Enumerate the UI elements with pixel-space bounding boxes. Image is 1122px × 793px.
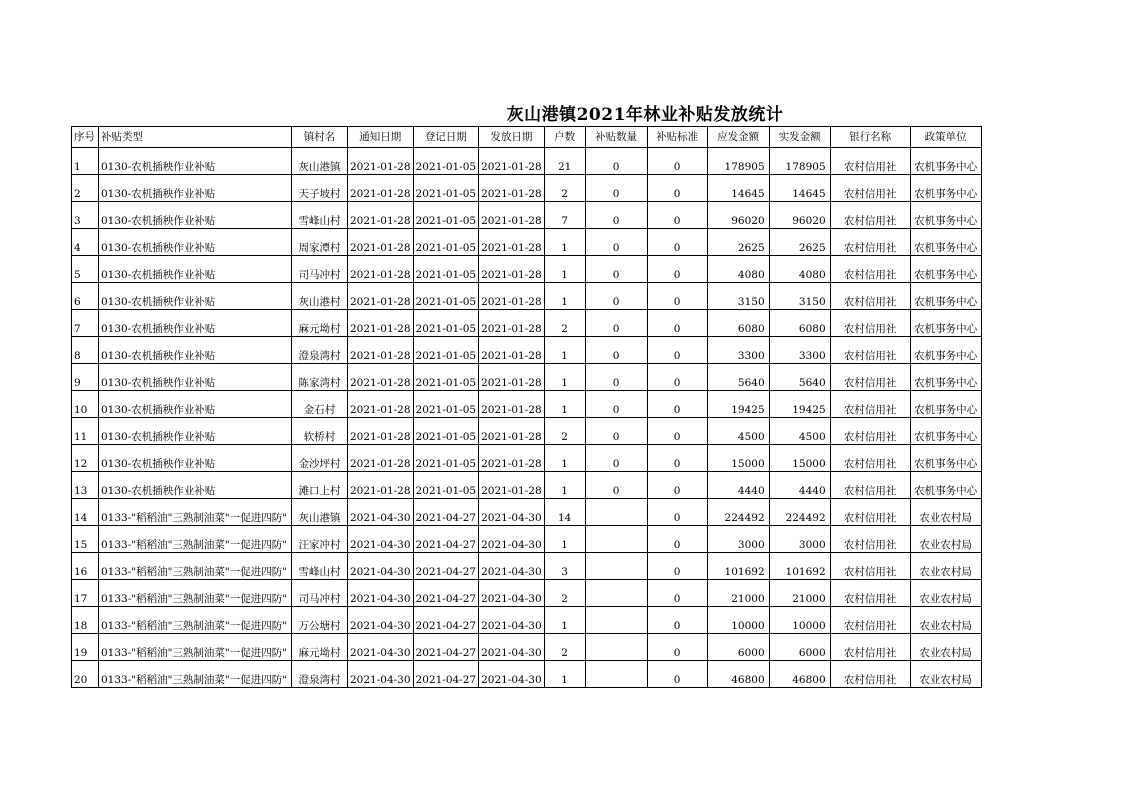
amount-due-cell: 15000 xyxy=(707,445,769,472)
issue-date-cell: 2021-04-30 xyxy=(479,580,545,607)
households-cell: 1 xyxy=(544,445,585,472)
quantity-cell: 0 xyxy=(585,229,647,256)
quantity-cell xyxy=(585,499,647,526)
standard-cell: 0 xyxy=(647,499,707,526)
register-date-cell: 2021-01-05 xyxy=(413,175,479,202)
notice-date-cell: 2021-01-28 xyxy=(348,418,414,445)
standard-cell: 0 xyxy=(647,391,707,418)
issue-date-cell: 2021-01-28 xyxy=(479,229,545,256)
subsidy-type-cell: 0130-农机插秧作业补贴 xyxy=(99,391,292,418)
subsidy-type-cell: 0133-"稻稻油"三熟制油菜"一促进四防" xyxy=(99,526,292,553)
policy-unit-cell: 农机事务中心 xyxy=(910,337,981,364)
column-header-policy-unit: 政策单位 xyxy=(910,127,981,148)
policy-unit-cell: 农业农村局 xyxy=(910,634,981,661)
subsidy-type-cell: 0133-"稻稻油"三熟制油菜"一促进四防" xyxy=(99,580,292,607)
amount-paid-cell: 46800 xyxy=(769,661,830,688)
quantity-cell: 0 xyxy=(585,445,647,472)
bank-cell: 农村信用社 xyxy=(830,202,910,229)
village-cell: 金沙坪村 xyxy=(292,445,348,472)
subsidy-type-cell: 0133-"稻稻油"三熟制油菜"一促进四防" xyxy=(99,553,292,580)
standard-cell: 0 xyxy=(647,148,707,175)
policy-unit-cell: 农机事务中心 xyxy=(910,202,981,229)
register-date-cell: 2021-01-05 xyxy=(413,310,479,337)
notice-date-cell: 2021-01-28 xyxy=(348,337,414,364)
amount-due-cell: 4440 xyxy=(707,472,769,499)
village-cell: 灰山港镇 xyxy=(292,148,348,175)
table-row xyxy=(72,553,982,580)
village-cell: 滩口上村 xyxy=(292,472,348,499)
village-cell: 软桥村 xyxy=(292,418,348,445)
table-row xyxy=(72,229,982,256)
amount-due-cell: 101692 xyxy=(707,553,769,580)
row-index: 4 xyxy=(72,229,99,256)
table-row xyxy=(72,364,982,391)
subsidy-type-cell: 0133-"稻稻油"三熟制油菜"一促进四防" xyxy=(99,499,292,526)
table-row xyxy=(72,283,982,310)
amount-due-cell: 10000 xyxy=(707,607,769,634)
issue-date-cell: 2021-04-30 xyxy=(479,607,545,634)
row-index: 13 xyxy=(72,472,99,499)
issue-date-cell: 2021-01-28 xyxy=(479,202,545,229)
subsidy-type-cell: 0130-农机插秧作业补贴 xyxy=(99,283,292,310)
standard-cell: 0 xyxy=(647,580,707,607)
policy-unit-cell: 农机事务中心 xyxy=(910,310,981,337)
row-index: 18 xyxy=(72,607,99,634)
amount-due-cell: 2625 xyxy=(707,229,769,256)
table-row xyxy=(72,391,982,418)
amount-paid-cell: 96020 xyxy=(769,202,830,229)
register-date-cell: 2021-04-27 xyxy=(413,499,479,526)
register-date-cell: 2021-01-05 xyxy=(413,364,479,391)
policy-unit-cell: 农机事务中心 xyxy=(910,256,981,283)
policy-unit-cell: 农业农村局 xyxy=(910,580,981,607)
amount-due-cell: 6080 xyxy=(707,310,769,337)
bank-cell: 农村信用社 xyxy=(830,553,910,580)
notice-date-cell: 2021-04-30 xyxy=(348,499,414,526)
subsidy-type-cell: 0130-农机插秧作业补贴 xyxy=(99,202,292,229)
households-cell: 1 xyxy=(544,661,585,688)
quantity-cell xyxy=(585,634,647,661)
quantity-cell: 0 xyxy=(585,472,647,499)
households-cell: 1 xyxy=(544,337,585,364)
amount-due-cell: 46800 xyxy=(707,661,769,688)
subsidy-type-cell: 0133-"稻稻油"三熟制油菜"一促进四防" xyxy=(99,607,292,634)
bank-cell: 农村信用社 xyxy=(830,418,910,445)
amount-paid-cell: 3000 xyxy=(769,526,830,553)
policy-unit-cell: 农机事务中心 xyxy=(910,445,981,472)
amount-paid-cell: 19425 xyxy=(769,391,830,418)
households-cell: 1 xyxy=(544,391,585,418)
issue-date-cell: 2021-04-30 xyxy=(479,553,545,580)
subsidy-type-cell: 0130-农机插秧作业补贴 xyxy=(99,364,292,391)
row-index: 1 xyxy=(72,148,99,175)
subsidy-type-cell: 0130-农机插秧作业补贴 xyxy=(99,310,292,337)
standard-cell: 0 xyxy=(647,337,707,364)
notice-date-cell: 2021-01-28 xyxy=(348,175,414,202)
households-cell: 1 xyxy=(544,364,585,391)
amount-paid-cell: 6000 xyxy=(769,634,830,661)
amount-paid-cell: 10000 xyxy=(769,607,830,634)
bank-cell: 农村信用社 xyxy=(830,364,910,391)
notice-date-cell: 2021-01-28 xyxy=(348,256,414,283)
register-date-cell: 2021-01-05 xyxy=(413,337,479,364)
row-index: 17 xyxy=(72,580,99,607)
village-cell: 汪家冲村 xyxy=(292,526,348,553)
policy-unit-cell: 农业农村局 xyxy=(910,661,981,688)
village-cell: 雪峰山村 xyxy=(292,553,348,580)
standard-cell: 0 xyxy=(647,202,707,229)
table-row xyxy=(72,526,982,553)
notice-date-cell: 2021-04-30 xyxy=(348,526,414,553)
policy-unit-cell: 农业农村局 xyxy=(910,499,981,526)
village-cell: 麻元坳村 xyxy=(292,310,348,337)
notice-date-cell: 2021-01-28 xyxy=(348,229,414,256)
table-row xyxy=(72,661,982,688)
issue-date-cell: 2021-04-30 xyxy=(479,499,545,526)
amount-due-cell: 21000 xyxy=(707,580,769,607)
issue-date-cell: 2021-01-28 xyxy=(479,418,545,445)
amount-paid-cell: 5640 xyxy=(769,364,830,391)
amount-paid-cell: 4080 xyxy=(769,256,830,283)
column-header-subsidy-standard: 补贴标准 xyxy=(647,127,707,148)
subsidy-type-cell: 0130-农机插秧作业补贴 xyxy=(99,472,292,499)
column-header-notice-date: 通知日期 xyxy=(348,127,414,148)
issue-date-cell: 2021-04-30 xyxy=(479,661,545,688)
notice-date-cell: 2021-04-30 xyxy=(348,607,414,634)
village-cell: 天子坡村 xyxy=(292,175,348,202)
bank-cell: 农村信用社 xyxy=(830,445,910,472)
bank-cell: 农村信用社 xyxy=(830,310,910,337)
notice-date-cell: 2021-01-28 xyxy=(348,283,414,310)
bank-cell: 农村信用社 xyxy=(830,472,910,499)
bank-cell: 农村信用社 xyxy=(830,661,910,688)
households-cell: 2 xyxy=(544,310,585,337)
table-row xyxy=(72,499,982,526)
table-row xyxy=(72,256,982,283)
amount-paid-cell: 224492 xyxy=(769,499,830,526)
village-cell: 麻元坳村 xyxy=(292,634,348,661)
standard-cell: 0 xyxy=(647,553,707,580)
row-index: 6 xyxy=(72,283,99,310)
standard-cell: 0 xyxy=(647,526,707,553)
policy-unit-cell: 农业农村局 xyxy=(910,553,981,580)
amount-due-cell: 19425 xyxy=(707,391,769,418)
village-cell: 灰山港村 xyxy=(292,283,348,310)
row-index: 2 xyxy=(72,175,99,202)
quantity-cell: 0 xyxy=(585,310,647,337)
column-header-bank: 银行名称 xyxy=(830,127,910,148)
standard-cell: 0 xyxy=(647,256,707,283)
quantity-cell xyxy=(585,580,647,607)
column-header-register-date: 登记日期 xyxy=(413,127,479,148)
amount-paid-cell: 4440 xyxy=(769,472,830,499)
issue-date-cell: 2021-01-28 xyxy=(479,337,545,364)
standard-cell: 0 xyxy=(647,283,707,310)
quantity-cell: 0 xyxy=(585,337,647,364)
standard-cell: 0 xyxy=(647,472,707,499)
quantity-cell: 0 xyxy=(585,283,647,310)
register-date-cell: 2021-04-27 xyxy=(413,580,479,607)
village-cell: 金石村 xyxy=(292,391,348,418)
register-date-cell: 2021-04-27 xyxy=(413,634,479,661)
standard-cell: 0 xyxy=(647,310,707,337)
column-header-households: 户数 xyxy=(544,127,585,148)
issue-date-cell: 2021-01-28 xyxy=(479,175,545,202)
quantity-cell: 0 xyxy=(585,256,647,283)
amount-due-cell: 4500 xyxy=(707,418,769,445)
table-row xyxy=(72,337,982,364)
amount-due-cell: 14645 xyxy=(707,175,769,202)
column-header-amount-paid: 实发金额 xyxy=(769,127,830,148)
bank-cell: 农村信用社 xyxy=(830,391,910,418)
issue-date-cell: 2021-01-28 xyxy=(479,391,545,418)
standard-cell: 0 xyxy=(647,175,707,202)
table-row xyxy=(72,580,982,607)
households-cell: 1 xyxy=(544,283,585,310)
village-cell: 陈家湾村 xyxy=(292,364,348,391)
subsidy-type-cell: 0130-农机插秧作业补贴 xyxy=(99,148,292,175)
bank-cell: 农村信用社 xyxy=(830,337,910,364)
row-index: 19 xyxy=(72,634,99,661)
households-cell: 3 xyxy=(544,553,585,580)
row-index: 8 xyxy=(72,337,99,364)
column-header-issue-date: 发放日期 xyxy=(479,127,545,148)
village-cell: 澄泉湾村 xyxy=(292,337,348,364)
policy-unit-cell: 农机事务中心 xyxy=(910,283,981,310)
subsidy-type-cell: 0130-农机插秧作业补贴 xyxy=(99,175,292,202)
row-index: 5 xyxy=(72,256,99,283)
notice-date-cell: 2021-04-30 xyxy=(348,661,414,688)
page-title: 灰山港镇2021年林业补贴发放统计 xyxy=(506,105,784,125)
bank-cell: 农村信用社 xyxy=(830,229,910,256)
standard-cell: 0 xyxy=(647,661,707,688)
policy-unit-cell: 农机事务中心 xyxy=(910,472,981,499)
households-cell: 1 xyxy=(544,472,585,499)
issue-date-cell: 2021-01-28 xyxy=(479,283,545,310)
subsidy-type-cell: 0130-农机插秧作业补贴 xyxy=(99,445,292,472)
quantity-cell: 0 xyxy=(585,391,647,418)
table-row xyxy=(72,607,982,634)
issue-date-cell: 2021-04-30 xyxy=(479,526,545,553)
amount-due-cell: 178905 xyxy=(707,148,769,175)
issue-date-cell: 2021-01-28 xyxy=(479,472,545,499)
header-row xyxy=(72,127,982,148)
amount-due-cell: 96020 xyxy=(707,202,769,229)
notice-date-cell: 2021-01-28 xyxy=(348,148,414,175)
notice-date-cell: 2021-04-30 xyxy=(348,580,414,607)
table-row xyxy=(72,634,982,661)
amount-due-cell: 3150 xyxy=(707,283,769,310)
policy-unit-cell: 农业农村局 xyxy=(910,607,981,634)
amount-paid-cell: 3150 xyxy=(769,283,830,310)
bank-cell: 农村信用社 xyxy=(830,526,910,553)
row-index: 12 xyxy=(72,445,99,472)
row-index: 14 xyxy=(72,499,99,526)
amount-paid-cell: 178905 xyxy=(769,148,830,175)
notice-date-cell: 2021-01-28 xyxy=(348,364,414,391)
amount-due-cell: 3300 xyxy=(707,337,769,364)
register-date-cell: 2021-04-27 xyxy=(413,607,479,634)
quantity-cell: 0 xyxy=(585,364,647,391)
table-row xyxy=(72,310,982,337)
notice-date-cell: 2021-01-28 xyxy=(348,202,414,229)
standard-cell: 0 xyxy=(647,418,707,445)
amount-paid-cell: 2625 xyxy=(769,229,830,256)
register-date-cell: 2021-04-27 xyxy=(413,553,479,580)
households-cell: 1 xyxy=(544,526,585,553)
bank-cell: 农村信用社 xyxy=(830,148,910,175)
notice-date-cell: 2021-04-30 xyxy=(348,553,414,580)
quantity-cell xyxy=(585,607,647,634)
households-cell: 7 xyxy=(544,202,585,229)
standard-cell: 0 xyxy=(647,229,707,256)
register-date-cell: 2021-01-05 xyxy=(413,229,479,256)
row-index: 15 xyxy=(72,526,99,553)
bank-cell: 农村信用社 xyxy=(830,580,910,607)
village-cell: 万公塘村 xyxy=(292,607,348,634)
column-header-subsidy-type: 补贴类型 xyxy=(99,127,292,148)
notice-date-cell: 2021-01-28 xyxy=(348,445,414,472)
subsidy-type-cell: 0133-"稻稻油"三熟制油菜"一促进四防" xyxy=(99,634,292,661)
subsidy-type-cell: 0133-"稻稻油"三熟制油菜"一促进四防" xyxy=(99,661,292,688)
table-row xyxy=(72,445,982,472)
issue-date-cell: 2021-01-28 xyxy=(479,310,545,337)
subsidy-table xyxy=(71,126,982,688)
subsidy-type-cell: 0130-农机插秧作业补贴 xyxy=(99,256,292,283)
row-index: 10 xyxy=(72,391,99,418)
notice-date-cell: 2021-01-28 xyxy=(348,472,414,499)
quantity-cell: 0 xyxy=(585,418,647,445)
register-date-cell: 2021-01-05 xyxy=(413,418,479,445)
quantity-cell: 0 xyxy=(585,202,647,229)
amount-paid-cell: 15000 xyxy=(769,445,830,472)
quantity-cell xyxy=(585,661,647,688)
column-header-index: 序号 xyxy=(72,127,99,148)
policy-unit-cell: 农业农村局 xyxy=(910,526,981,553)
bank-cell: 农村信用社 xyxy=(830,634,910,661)
register-date-cell: 2021-01-05 xyxy=(413,202,479,229)
households-cell: 2 xyxy=(544,634,585,661)
bank-cell: 农村信用社 xyxy=(830,175,910,202)
policy-unit-cell: 农机事务中心 xyxy=(910,391,981,418)
issue-date-cell: 2021-01-28 xyxy=(479,256,545,283)
register-date-cell: 2021-04-27 xyxy=(413,526,479,553)
row-index: 11 xyxy=(72,418,99,445)
row-index: 3 xyxy=(72,202,99,229)
households-cell: 2 xyxy=(544,580,585,607)
column-header-subsidy-quantity: 补贴数量 xyxy=(585,127,647,148)
row-index: 20 xyxy=(72,661,99,688)
amount-paid-cell: 101692 xyxy=(769,553,830,580)
register-date-cell: 2021-01-05 xyxy=(413,283,479,310)
column-header-village: 镇村名 xyxy=(292,127,348,148)
households-cell: 2 xyxy=(544,418,585,445)
amount-paid-cell: 21000 xyxy=(769,580,830,607)
register-date-cell: 2021-01-05 xyxy=(413,391,479,418)
register-date-cell: 2021-01-05 xyxy=(413,445,479,472)
bank-cell: 农村信用社 xyxy=(830,499,910,526)
standard-cell: 0 xyxy=(647,607,707,634)
table-row xyxy=(72,202,982,229)
register-date-cell: 2021-01-05 xyxy=(413,256,479,283)
policy-unit-cell: 农机事务中心 xyxy=(910,175,981,202)
subsidy-type-cell: 0130-农机插秧作业补贴 xyxy=(99,229,292,256)
standard-cell: 0 xyxy=(647,445,707,472)
policy-unit-cell: 农机事务中心 xyxy=(910,364,981,391)
households-cell: 1 xyxy=(544,256,585,283)
issue-date-cell: 2021-01-28 xyxy=(479,364,545,391)
amount-due-cell: 4080 xyxy=(707,256,769,283)
village-cell: 司马冲村 xyxy=(292,256,348,283)
standard-cell: 0 xyxy=(647,634,707,661)
issue-date-cell: 2021-04-30 xyxy=(479,634,545,661)
row-index: 16 xyxy=(72,553,99,580)
quantity-cell xyxy=(585,526,647,553)
row-index: 9 xyxy=(72,364,99,391)
standard-cell: 0 xyxy=(647,364,707,391)
village-cell: 澄泉湾村 xyxy=(292,661,348,688)
register-date-cell: 2021-01-05 xyxy=(413,148,479,175)
amount-due-cell: 224492 xyxy=(707,499,769,526)
amount-due-cell: 6000 xyxy=(707,634,769,661)
table-row xyxy=(72,175,982,202)
issue-date-cell: 2021-01-28 xyxy=(479,148,545,175)
register-date-cell: 2021-01-05 xyxy=(413,472,479,499)
village-cell: 雪峰山村 xyxy=(292,202,348,229)
column-header-amount-due: 应发金额 xyxy=(707,127,769,148)
households-cell: 2 xyxy=(544,175,585,202)
subsidy-type-cell: 0130-农机插秧作业补贴 xyxy=(99,337,292,364)
quantity-cell: 0 xyxy=(585,148,647,175)
amount-paid-cell: 6080 xyxy=(769,310,830,337)
bank-cell: 农村信用社 xyxy=(830,607,910,634)
policy-unit-cell: 农机事务中心 xyxy=(910,229,981,256)
amount-due-cell: 3000 xyxy=(707,526,769,553)
table-row xyxy=(72,148,982,175)
bank-cell: 农村信用社 xyxy=(830,283,910,310)
amount-due-cell: 5640 xyxy=(707,364,769,391)
issue-date-cell: 2021-01-28 xyxy=(479,445,545,472)
subsidy-type-cell: 0130-农机插秧作业补贴 xyxy=(99,418,292,445)
households-cell: 21 xyxy=(544,148,585,175)
table-row xyxy=(72,418,982,445)
village-cell: 周家潭村 xyxy=(292,229,348,256)
households-cell: 14 xyxy=(544,499,585,526)
households-cell: 1 xyxy=(544,229,585,256)
village-cell: 司马冲村 xyxy=(292,580,348,607)
register-date-cell: 2021-04-27 xyxy=(413,661,479,688)
notice-date-cell: 2021-04-30 xyxy=(348,634,414,661)
village-cell: 灰山港镇 xyxy=(292,499,348,526)
table-row xyxy=(72,472,982,499)
quantity-cell: 0 xyxy=(585,175,647,202)
notice-date-cell: 2021-01-28 xyxy=(348,310,414,337)
row-index: 7 xyxy=(72,310,99,337)
bank-cell: 农村信用社 xyxy=(830,256,910,283)
amount-paid-cell: 3300 xyxy=(769,337,830,364)
amount-paid-cell: 4500 xyxy=(769,418,830,445)
notice-date-cell: 2021-01-28 xyxy=(348,391,414,418)
households-cell: 1 xyxy=(544,607,585,634)
policy-unit-cell: 农机事务中心 xyxy=(910,418,981,445)
quantity-cell xyxy=(585,553,647,580)
amount-paid-cell: 14645 xyxy=(769,175,830,202)
policy-unit-cell: 农机事务中心 xyxy=(910,148,981,175)
